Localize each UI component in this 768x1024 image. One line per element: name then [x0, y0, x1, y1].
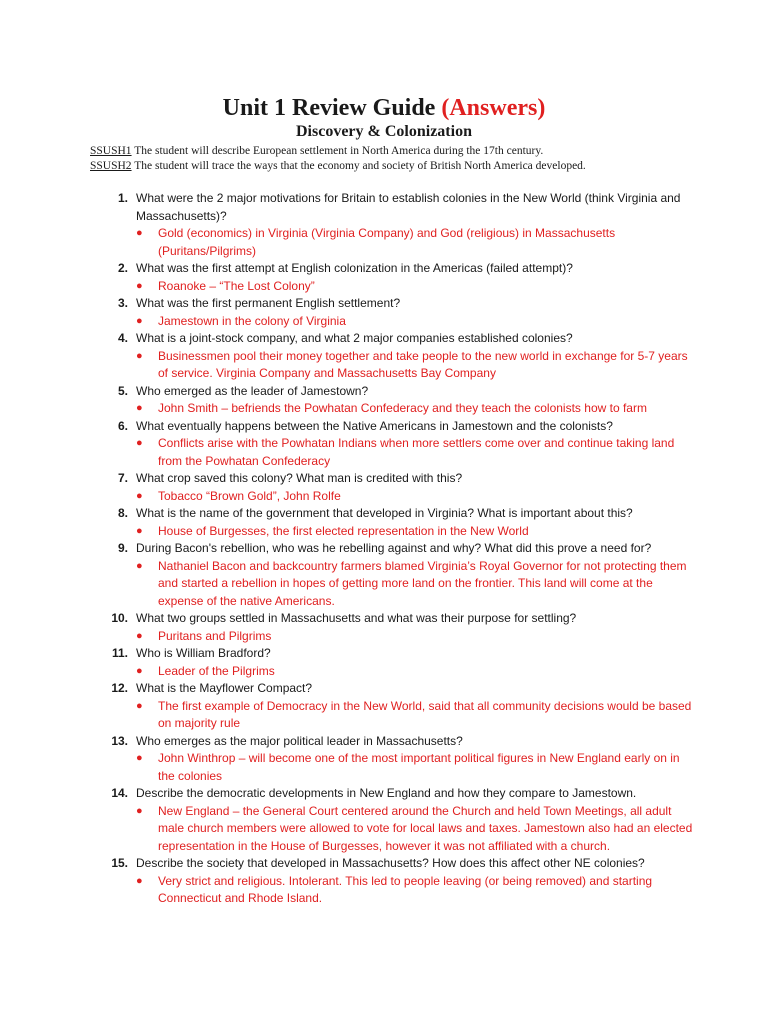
question-list: [0, 190, 768, 908]
question-number: 8.: [117, 506, 128, 520]
bullet-icon: ●: [136, 629, 143, 642]
bullet-icon: ●: [136, 227, 143, 239]
answer-item: [136, 803, 696, 856]
question-number: 11.: [111, 646, 128, 660]
answer-item: [136, 278, 696, 296]
answer-item: [136, 628, 696, 646]
answer-text: Very strict and religious. Intolerant. This led to people leaving (or being removed) and starting Connecticut and Rhode Island.: [158, 873, 653, 905]
standard-line: [90, 144, 730, 159]
standard-line: [90, 159, 730, 174]
answer-item: [136, 698, 696, 733]
question-text: What eventually happens between the Native Americans in Jamestown and the colonists?: [136, 418, 613, 433]
question-item: [0, 785, 696, 855]
standard-code: SSUSH2: [90, 159, 132, 172]
question-item: [0, 260, 696, 295]
bullet-icon: ●: [136, 524, 143, 537]
answer-text: Puritans and Pilgrims: [158, 628, 272, 643]
answer-text: House of Burgesses, the first elected representation in the New World: [158, 523, 529, 538]
bullet-icon: ●: [136, 804, 143, 817]
page-title: [0, 94, 768, 122]
question-item: [0, 680, 696, 733]
answer-item: [136, 488, 696, 506]
bullet-icon: ●: [136, 664, 143, 677]
answer-item: [136, 663, 696, 681]
answer-text: Gold (economics) in Virginia (Virginia Company) and God (religious) in Massachusetts (Puritans/Pilgrims): [158, 226, 616, 258]
answer-item: [136, 435, 696, 470]
answer-item: [136, 400, 696, 418]
bullet-icon: ●: [136, 874, 143, 887]
question-text: Who emerges as the major political leader in Massachusetts?: [136, 733, 463, 748]
question-number: 5.: [117, 383, 128, 398]
question-item: [0, 190, 696, 260]
answer-item: [136, 558, 696, 611]
page-subtitle: Discovery & Colonization: [296, 123, 472, 140]
question-item: [0, 855, 696, 908]
question-item: [0, 330, 696, 383]
bullet-icon: ●: [136, 314, 143, 327]
title-main: Unit 1 Review Guide: [222, 95, 436, 121]
answer-item: [136, 313, 696, 331]
question-number: 1.: [117, 191, 128, 205]
answer-text: Jamestown in the colony of Virginia: [158, 313, 346, 328]
bullet-icon: ●: [136, 402, 143, 414]
question-number: 10.: [111, 611, 128, 625]
answer-text: Nathaniel Bacon and backcountry farmers blamed Virginia’s Royal Governor for not protecting them and started a rebellion in hopes of getting more land on the frontier. This land will come at the expense of the native Americans.: [158, 558, 687, 608]
answer-text: Leader of the Pilgrims: [158, 663, 275, 678]
question-item: [0, 470, 696, 505]
bullet-icon: ●: [136, 437, 143, 449]
answer-text: Tobacco “Brown Gold”, John Rolfe: [158, 488, 341, 503]
question-item: [0, 540, 696, 610]
bullet-icon: ●: [136, 489, 143, 502]
question-number: 14.: [111, 786, 128, 800]
question-text: Who is William Bradford?: [136, 646, 271, 660]
answer-text: John Smith – befriends the Powhatan Confederacy and they teach the colonists how to farm: [158, 401, 647, 415]
title-accent: (Answers): [441, 95, 546, 121]
question-item: [0, 418, 696, 471]
bullet-icon: ●: [136, 752, 143, 764]
question-text: What is the name of the government that developed in Virginia? What is important about this?: [136, 506, 633, 520]
question-text: What is a joint-stock company, and what 2 major companies established colonies?: [136, 331, 573, 345]
answer-text: Conflicts arise with the Powhatan Indians when more settlers come over and continue taking land from the Powhatan Confederacy: [158, 436, 675, 468]
answer-text: Businessmen pool their money together and take people to the new world in exchange for 5-7 years of service. Virginia Company and Massachusetts Bay Company: [158, 348, 688, 380]
question-text: Describe the democratic developments in New England and how they compare to Jamestown.: [136, 786, 637, 800]
answer-text: John Winthrop – will become one of the most important political figures in New England early on in the colonies: [158, 751, 680, 783]
question-text: During Bacon's rebellion, who was he rebelling against and why? What did this prove a need for?: [136, 541, 652, 555]
question-number: 9.: [117, 541, 128, 555]
question-text: What was the first attempt at English colonization in the Americas (failed attempt)?: [136, 261, 573, 275]
standard-text: The student will describe European settlement in North America during the 17th century.: [131, 145, 544, 157]
question-number: 2.: [117, 261, 128, 275]
answer-text: Roanoke – “The Lost Colony”: [158, 278, 315, 293]
question-number: 6.: [117, 418, 128, 433]
question-text: What was the first permanent English settlement?: [136, 296, 401, 310]
question-text: Describe the society that developed in Massachusetts? How does this affect other NE colonies?: [136, 856, 645, 870]
question-number: 3.: [117, 296, 128, 310]
question-number: 4.: [117, 331, 128, 345]
answer-item: [136, 750, 696, 785]
answer-item: [136, 225, 696, 260]
standard-text: The student will trace the ways that the economy and society of British North America developed.: [131, 159, 586, 172]
answer-item: [136, 873, 696, 908]
answer-text: The first example of Democracy in the New World, said that all community decisions would be based on majority rule: [158, 698, 692, 730]
question-text: What is the Mayflower Compact?: [136, 681, 313, 695]
question-number: 13.: [111, 733, 128, 748]
question-number: 7.: [117, 471, 128, 485]
bullet-icon: ●: [136, 559, 143, 572]
question-item: [0, 295, 696, 330]
answer-item: [136, 523, 696, 541]
standards-block: [90, 144, 730, 173]
question-item: [0, 610, 696, 645]
question-item: [0, 505, 696, 540]
standard-code: SSUSH1: [90, 145, 132, 157]
question-item: [0, 733, 696, 786]
question-text: What crop saved this colony? What man is credited with this?: [136, 471, 463, 485]
bullet-icon: ●: [136, 349, 143, 362]
question-text: What were the 2 major motivations for Britain to establish colonies in the New World (think Virginia and Massachusetts)?: [136, 191, 681, 223]
bullet-icon: ●: [136, 699, 143, 712]
answer-text: New England – the General Court centered around the Church and held Town Meetings, all adult male church members were allowed to vote for local laws and taxes. Jamestown also had an elected representation in the House of Burgesses, however it was not affiliated with a church.: [158, 803, 693, 853]
question-number: 12.: [111, 681, 128, 695]
answer-item: [136, 348, 696, 383]
question-item: [0, 645, 696, 680]
bullet-icon: ●: [136, 279, 143, 292]
question-item: [0, 383, 696, 418]
question-text: Who emerged as the leader of Jamestown?: [136, 383, 369, 398]
question-text: What two groups settled in Massachusetts and what was their purpose for settling?: [136, 611, 577, 625]
question-number: 15.: [111, 856, 128, 870]
